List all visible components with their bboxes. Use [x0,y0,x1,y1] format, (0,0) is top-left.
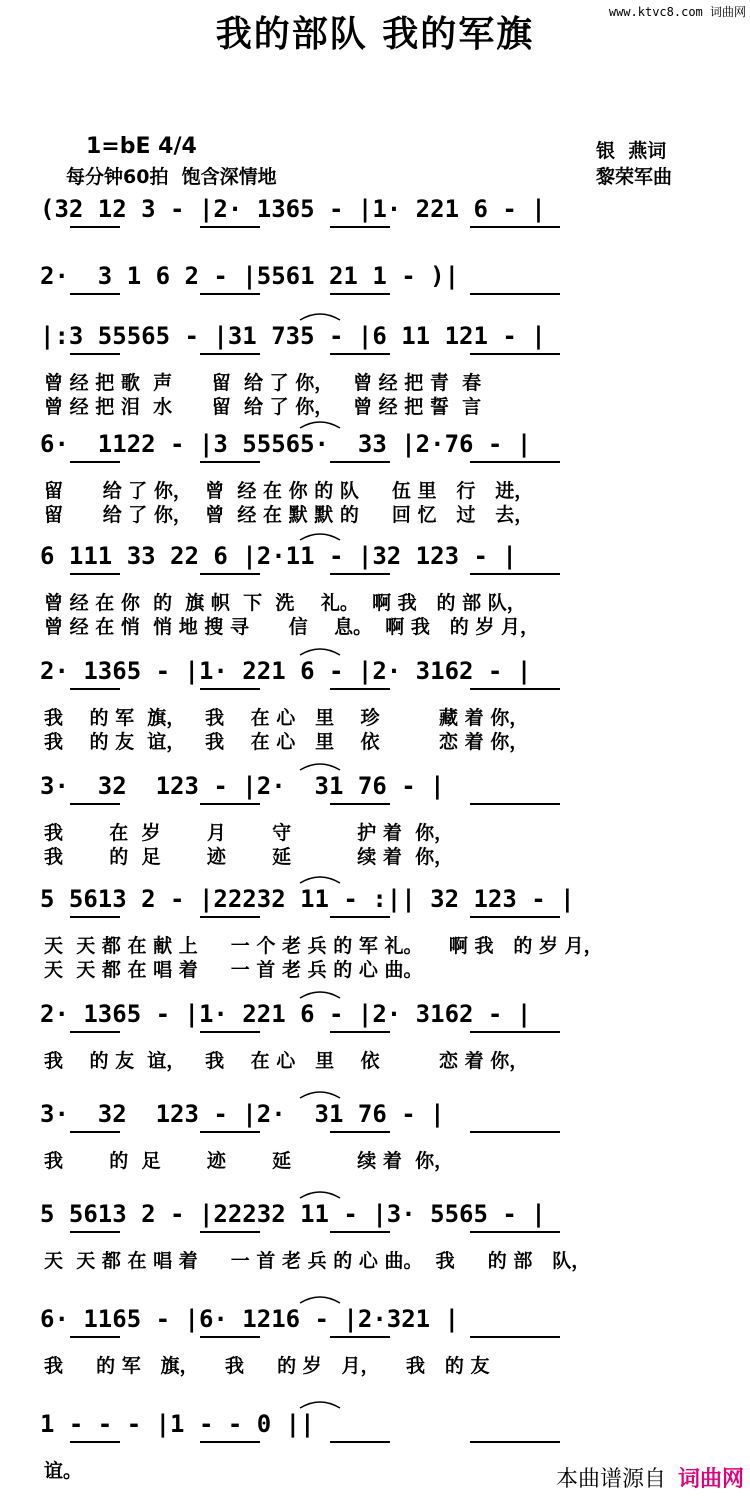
lyric-line: 我 的 友 谊， 我 在 心 里 依 恋 着 你， [44,731,529,753]
notation-line: 1 - - - |1 - - 0 || [40,1410,315,1438]
tie-slur [300,1297,340,1303]
lyric-line: 曾 经 把 歌 声 留 给 了 你， 曾 经 把 青 春 [44,372,482,394]
lyric-line: 天 天 都 在 唱 着 一 首 老 兵 的 心 曲。 我 的 部 队， [44,1250,591,1272]
tie-slur [300,1192,340,1198]
tie-slur [300,992,340,998]
lyric-line: 我 的 军 旗， 我 在 心 里 珍 藏 着 你， [44,707,529,729]
lyric-line: 我 在 岁 月 守 护 着 你， [44,822,454,844]
key-signature: 1=bE 4/4 [86,134,197,159]
lyric-line: 天 天 都 在 唱 着 一 首 老 兵 的 心 曲。 [44,959,423,981]
notation-line: (32 12 3 - |2· 1365 - |1· 221 6 - | [40,195,546,223]
tie-slur [300,314,340,320]
notation-line: 5 5613 2 - |22232 11 - :|| 32 123 - | [40,885,575,913]
tie-slur [300,422,340,428]
lyric-line: 曾 经 在 你 的 旗 帜 下 洗 礼。 啊 我 的 部 队， [44,592,526,614]
tie-slur [300,877,340,883]
notation-line: 5 5613 2 - |22232 11 - |3· 5565 - | [40,1200,546,1228]
tie-slur [300,1092,340,1098]
notation-line: 3· 32 123 - |2· 31 76 - | [40,1100,445,1128]
composer-credit: 黎荣军曲 [596,166,673,188]
lyric-line: 我 的 军 旗， 我 的 岁 月， 我 的 友 [44,1355,490,1377]
tie-slur [300,764,340,770]
notation-line: 6· 1165 - |6· 1216 - |2·321 | [40,1305,460,1333]
lyric-line: 曾 经 在 悄 悄 地 搜 寻 信 息。 啊 我 的 岁 月， [44,616,539,638]
notation-line: 2· 1365 - |1· 221 6 - |2· 3162 - | [40,1000,532,1028]
site-watermark: www.ktvc8.com 词曲网 [608,5,746,19]
page-title: 我的部队 我的军旗 [215,14,535,55]
lyric-line: 留 给 了 你， 曾 经 在 你 的 队 伍 里 行 进， [44,480,534,502]
lyric-line: 我 的 足 迹 延 续 着 你， [44,846,454,868]
lyric-line: 天 天 都 在 献 上 一 个 老 兵 的 军 礼。 啊 我 的 岁 月， [44,935,603,957]
lyric-line: 我 的 友 谊， 我 在 心 里 依 恋 着 你， [44,1050,529,1072]
notation-line: 2· 3 1 6 2 - |5561 21 1 - )| [40,262,460,290]
footer-source [542,1437,744,1493]
footer-label: 本曲谱源自 [555,1467,666,1492]
tie-slur [300,649,340,655]
footer-brand: 词曲网 [677,1467,744,1492]
notation-line: 2· 1365 - |1· 221 6 - |2· 3162 - | [40,657,532,685]
lyric-line: 曾 经 把 泪 水 留 给 了 你， 曾 经 把 誓 言 [44,396,482,418]
lyric-line: 留 给 了 你， 曾 经 在 默 默 的 回 忆 过 去， [44,504,534,526]
lyricist-credit: 银 燕词 [596,140,667,162]
lyric-line: 谊。 [44,1460,83,1482]
notation-line: 3· 32 123 - |2· 31 76 - | [40,772,445,800]
tie-slur [300,534,340,540]
notation-line: 6 111 33 22 6 |2·11 - |32 123 - | [40,542,517,570]
notation-line: |:3 55565 - |31 735 - |6 11 121 - | [40,322,546,350]
tempo-marking: 每分钟60拍 饱含深情地 [66,166,277,188]
tie-slur [300,1402,340,1408]
notation-line: 6· 1122 - |3 55565· 33 |2·76 - | [40,430,532,458]
lyric-line: 我 的 足 迹 延 续 着 你， [44,1150,454,1172]
